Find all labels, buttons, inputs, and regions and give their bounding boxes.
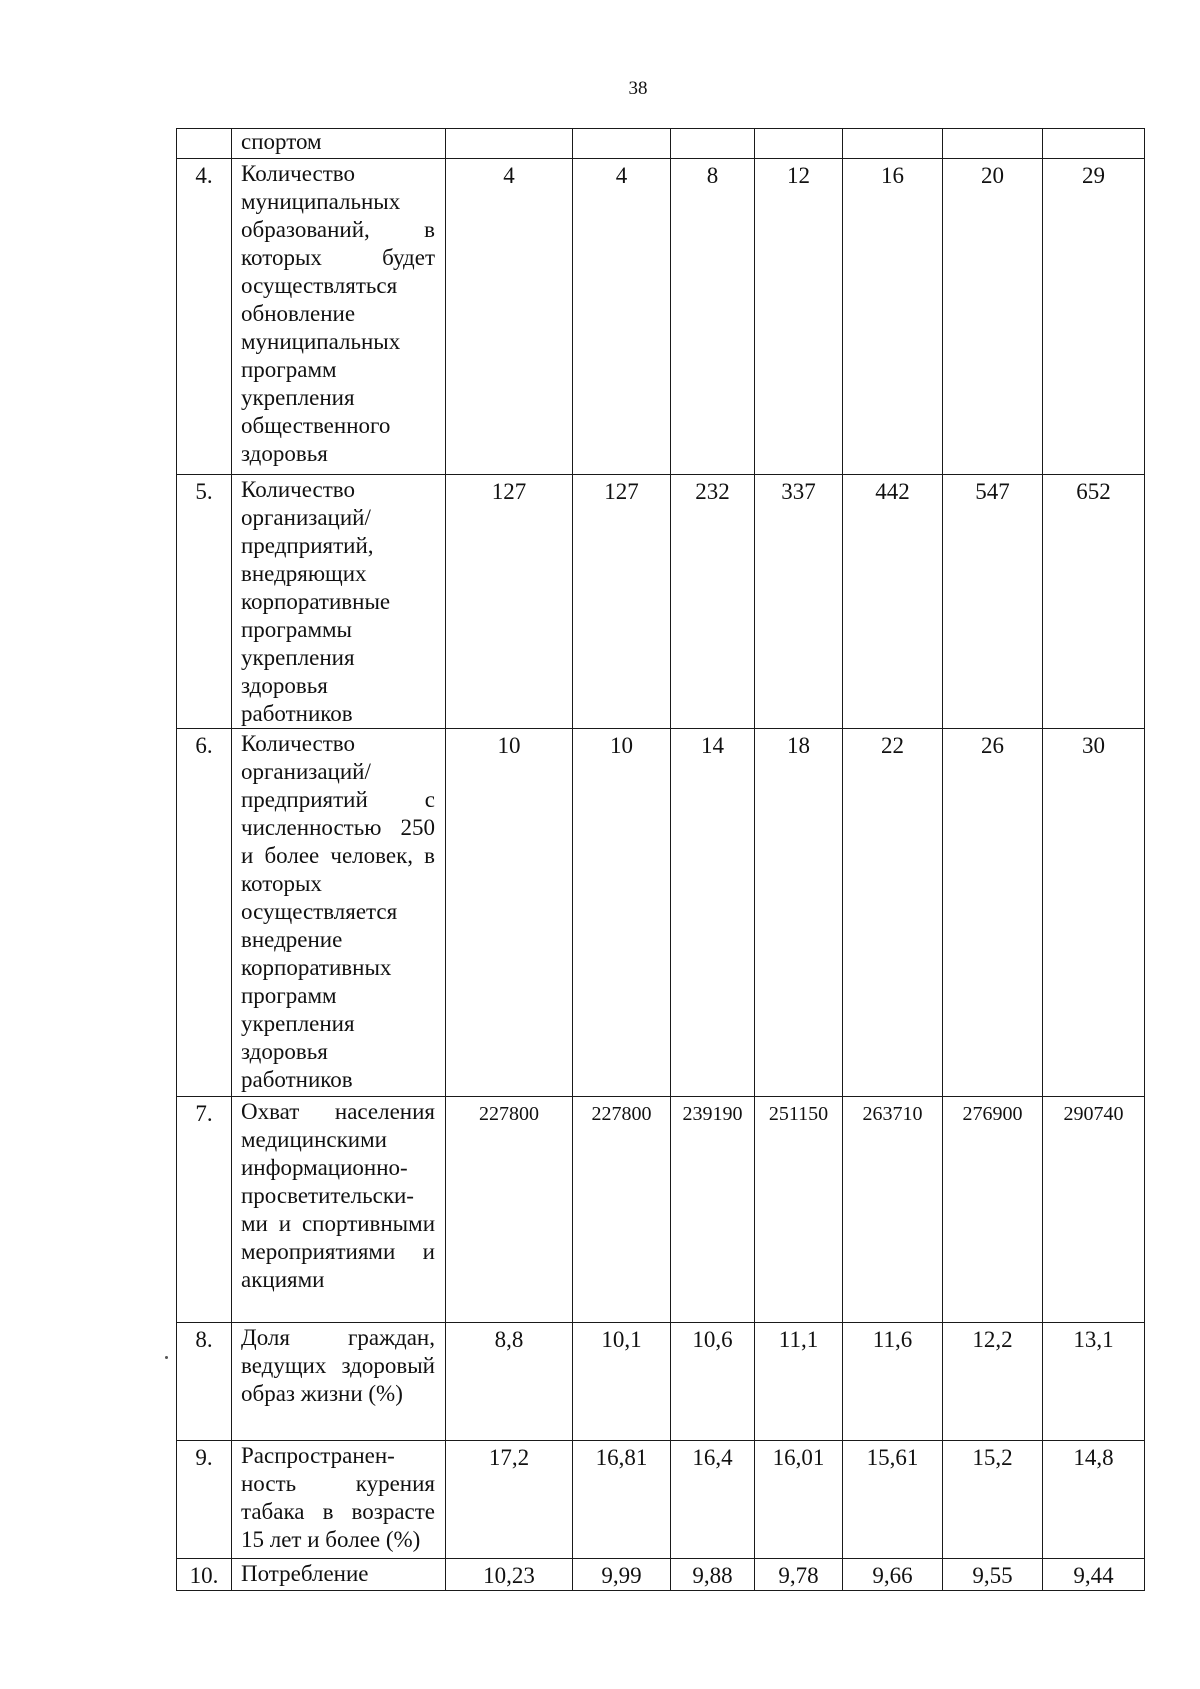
table-row <box>177 475 1145 729</box>
indicator-value: 276900 <box>943 1097 1043 1323</box>
row-number: 9. <box>177 1441 232 1559</box>
indicator-value: 9,78 <box>755 1559 843 1591</box>
indicator-value: 652 <box>1043 475 1145 729</box>
indicator-value: 10,23 <box>446 1559 573 1591</box>
indicator-value: 10,6 <box>671 1323 755 1441</box>
indicator-value: 14 <box>671 729 755 1097</box>
indicator-value: 127 <box>573 475 671 729</box>
indicator-value: 12,2 <box>943 1323 1043 1441</box>
table-row <box>177 1559 1145 1591</box>
indicator-value: 8 <box>671 159 755 475</box>
indicator-value: 16,4 <box>671 1441 755 1559</box>
indicator-value <box>671 129 755 159</box>
indicator-value: 227800 <box>446 1097 573 1323</box>
indicator-value <box>1043 129 1145 159</box>
indicator-value: 12 <box>755 159 843 475</box>
indicator-value: 9,99 <box>573 1559 671 1591</box>
indicator-value <box>573 129 671 159</box>
page-number: 38 <box>628 78 648 99</box>
indicator-value: 16,01 <box>755 1441 843 1559</box>
scan-speck <box>165 1356 168 1359</box>
indicator-value: 10 <box>573 729 671 1097</box>
indicators-table <box>176 128 1145 1591</box>
indicator-value: 14,8 <box>1043 1441 1145 1559</box>
indicator-value: 9,55 <box>943 1559 1043 1591</box>
indicator-value: 251150 <box>755 1097 843 1323</box>
indicator-value: 16 <box>843 159 943 475</box>
table-row <box>177 1323 1145 1441</box>
indicator-name: Распространен-ность курения табака в возрасте 15 лет и более (%) <box>232 1441 446 1559</box>
table-row <box>177 1441 1145 1559</box>
row-number: 6. <box>177 729 232 1097</box>
indicator-value: 10,1 <box>573 1323 671 1441</box>
table-row <box>177 1097 1145 1323</box>
indicator-value: 227800 <box>573 1097 671 1323</box>
indicator-value: 232 <box>671 475 755 729</box>
indicator-value: 8,8 <box>446 1323 573 1441</box>
row-number: 5. <box>177 475 232 729</box>
indicator-name: спортом <box>232 129 446 159</box>
indicator-value: 15,61 <box>843 1441 943 1559</box>
indicator-value: 26 <box>943 729 1043 1097</box>
indicator-value: 239190 <box>671 1097 755 1323</box>
row-number <box>177 129 232 159</box>
indicator-name: Количество организаций/ предприятий с численностью 250 и более человек, в которых осуществляется внедрение корпоративных программ укрепления здоровья работников <box>232 729 446 1097</box>
indicator-value: 11,1 <box>755 1323 843 1441</box>
indicator-value <box>446 129 573 159</box>
indicator-value: 290740 <box>1043 1097 1145 1323</box>
indicator-value: 22 <box>843 729 943 1097</box>
indicator-value: 13,1 <box>1043 1323 1145 1441</box>
row-number: 4. <box>177 159 232 475</box>
indicator-value: 17,2 <box>446 1441 573 1559</box>
indicator-name: Охват населения медицинскими информационно-просветительски-ми и спортивными мероприятиями и акциями <box>232 1097 446 1323</box>
indicator-value: 9,88 <box>671 1559 755 1591</box>
indicator-value: 30 <box>1043 729 1145 1097</box>
indicator-name: Потребление <box>232 1559 446 1591</box>
row-number: 7. <box>177 1097 232 1323</box>
indicator-value: 9,44 <box>1043 1559 1145 1591</box>
indicator-value: 4 <box>446 159 573 475</box>
indicator-value: 20 <box>943 159 1043 475</box>
table-row <box>177 159 1145 475</box>
table-row <box>177 729 1145 1097</box>
indicator-value: 442 <box>843 475 943 729</box>
indicator-value: 263710 <box>843 1097 943 1323</box>
indicator-value: 18 <box>755 729 843 1097</box>
indicator-name: Количество муниципальных образований, в которых будет осуществляться обновление муниципальных программ укрепления общественного здоровья <box>232 159 446 475</box>
indicator-value <box>843 129 943 159</box>
indicator-value: 15,2 <box>943 1441 1043 1559</box>
row-number: 8. <box>177 1323 232 1441</box>
indicator-value: 16,81 <box>573 1441 671 1559</box>
indicator-value <box>943 129 1043 159</box>
indicator-value: 29 <box>1043 159 1145 475</box>
indicator-value: 11,6 <box>843 1323 943 1441</box>
indicator-value: 10 <box>446 729 573 1097</box>
indicator-value: 9,66 <box>843 1559 943 1591</box>
indicator-value: 337 <box>755 475 843 729</box>
indicator-value: 547 <box>943 475 1043 729</box>
table-row <box>177 129 1145 159</box>
indicator-name: Количество организаций/ предприятий, внедряющих корпоративные программы укрепления здоровья работников <box>232 475 446 729</box>
indicator-value <box>755 129 843 159</box>
indicator-value: 127 <box>446 475 573 729</box>
indicator-value: 4 <box>573 159 671 475</box>
indicator-name: Доля граждан, ведущих здоровый образ жизни (%) <box>232 1323 446 1441</box>
row-number: 10. <box>177 1559 232 1591</box>
